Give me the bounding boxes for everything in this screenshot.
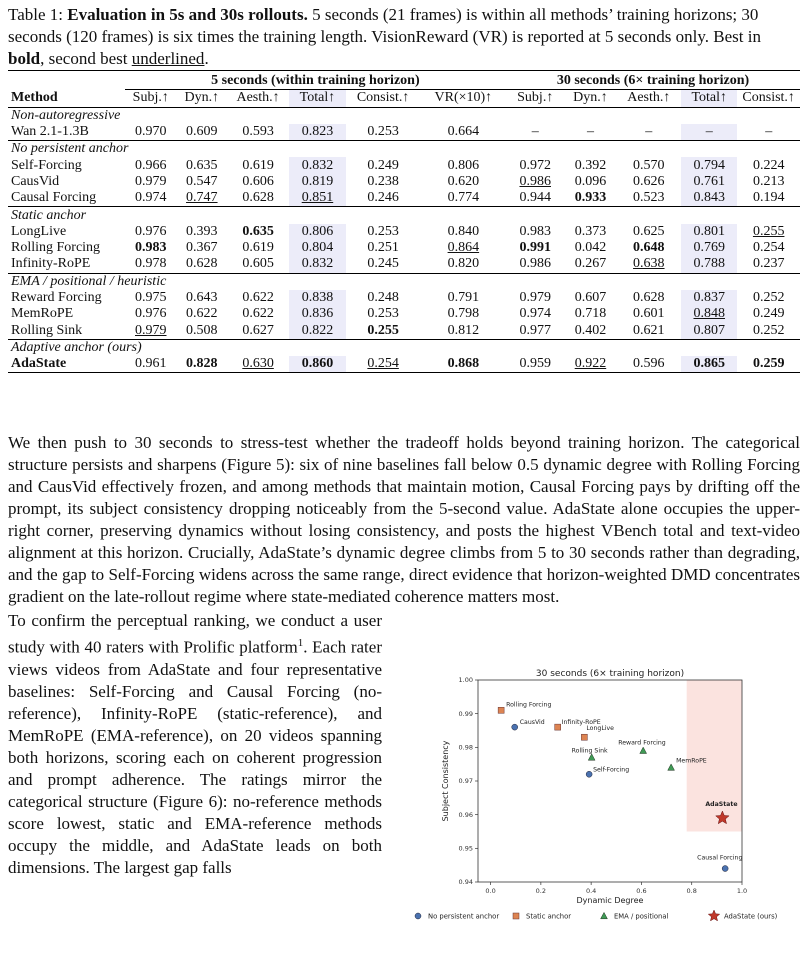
data-point bbox=[581, 734, 587, 740]
metric-cell: 0.619 bbox=[242, 240, 274, 256]
data-point bbox=[722, 866, 728, 872]
metric-cell: 0.253 bbox=[367, 306, 399, 322]
metric-cell: 0.868 bbox=[447, 356, 480, 372]
metric-cell: 0.622 bbox=[242, 306, 274, 322]
metric-cell: 0.254 bbox=[752, 240, 785, 256]
metric-cell: – bbox=[681, 124, 737, 141]
legend-label: EMA / positional bbox=[614, 912, 669, 921]
metric-cell: 0.620 bbox=[447, 173, 480, 189]
data-point bbox=[498, 707, 504, 713]
metric-cell: 0.983 bbox=[519, 223, 551, 239]
metric-cell: 0.865 bbox=[681, 356, 737, 373]
metric-cell: 0.224 bbox=[752, 157, 785, 173]
metric-cell: 0.252 bbox=[752, 290, 785, 305]
metric-cell: 0.508 bbox=[186, 322, 218, 338]
caption-end: . bbox=[204, 49, 209, 68]
caption-text: 5 seconds (21 frames) is within all methods’ training horizons; 30 seconds (120 frames) is six times the training length. VisionReward (VR) is reported at 5 seconds only. Best in bbox=[8, 5, 761, 46]
metric-cell: 0.979 bbox=[135, 322, 167, 338]
metric-cell: 0.596 bbox=[633, 356, 665, 372]
table-row bbox=[8, 322, 800, 339]
metric-cell: 0.249 bbox=[752, 306, 785, 322]
metric-cell: 0.628 bbox=[242, 190, 274, 206]
figure-scatter bbox=[404, 666, 804, 936]
metric-cell: 0.547 bbox=[186, 173, 218, 189]
section-row bbox=[8, 107, 800, 124]
point-label: AdaState bbox=[705, 801, 738, 809]
metric-cell: 0.848 bbox=[681, 306, 737, 322]
data-point bbox=[512, 724, 518, 730]
metric-cell: 0.747 bbox=[186, 190, 218, 206]
metric-cell: 0.393 bbox=[186, 223, 218, 239]
metric-cell: 0.769 bbox=[681, 240, 737, 256]
group-5s-header: 5 seconds (within training horizon) bbox=[125, 71, 506, 90]
caption-best: bold bbox=[8, 49, 41, 68]
table-row bbox=[8, 356, 800, 373]
metric-cell: 0.648 bbox=[633, 240, 665, 256]
metric-cell: 0.238 bbox=[367, 173, 399, 189]
section-row bbox=[8, 207, 800, 224]
metric-cell: 0.042 bbox=[574, 240, 607, 256]
metric-cell: – bbox=[645, 124, 653, 140]
metric-cell: 0.593 bbox=[242, 124, 274, 140]
metric-cell: 0.607 bbox=[574, 290, 607, 305]
metric-cell: 0.972 bbox=[519, 157, 551, 173]
metric-cell: 0.630 bbox=[242, 356, 274, 372]
method-name: Self-Forcing bbox=[11, 157, 82, 173]
metric-cell: 0.622 bbox=[186, 306, 218, 322]
metric-cell: 0.966 bbox=[135, 157, 167, 173]
metric-cell: 0.628 bbox=[186, 256, 218, 272]
legend-label: No persistent anchor bbox=[428, 912, 500, 921]
caption-label: Table 1: bbox=[8, 5, 63, 24]
data-point bbox=[640, 747, 647, 753]
metric-cell: 0.794 bbox=[681, 157, 737, 173]
metric-cell: 0.864 bbox=[447, 240, 480, 256]
metric-cell: 0.975 bbox=[135, 290, 167, 305]
table-row bbox=[8, 240, 800, 256]
table-row bbox=[8, 290, 800, 306]
metric-cell: – bbox=[586, 124, 594, 140]
column-header: Total↑ bbox=[681, 90, 737, 107]
x-tick-label: 0.8 bbox=[686, 887, 697, 895]
x-tick-label: 0.6 bbox=[636, 887, 647, 895]
metric-cell: 0.251 bbox=[367, 240, 399, 256]
section-label: Static anchor bbox=[8, 207, 800, 224]
x-tick-label: 0.4 bbox=[585, 887, 597, 895]
table-row bbox=[8, 190, 800, 207]
metric-cell: 0.664 bbox=[447, 124, 480, 140]
metric-cell: 0.979 bbox=[135, 173, 167, 189]
scatter-chart bbox=[404, 666, 804, 936]
metric-cell: 0.991 bbox=[519, 240, 551, 256]
metric-cell: 0.718 bbox=[574, 306, 607, 322]
metric-cell: 0.788 bbox=[681, 256, 737, 273]
metric-cell: 0.627 bbox=[242, 322, 274, 338]
metric-cell: 0.804 bbox=[289, 240, 345, 256]
metric-cell: 0.976 bbox=[135, 306, 167, 322]
metric-cell: 0.806 bbox=[447, 157, 480, 173]
metric-cell: 0.812 bbox=[447, 322, 480, 338]
metric-cell: 0.248 bbox=[367, 290, 399, 305]
metric-cell: 0.851 bbox=[289, 190, 345, 207]
legend-marker bbox=[415, 913, 421, 919]
metric-cell: 0.625 bbox=[633, 223, 665, 239]
results-table bbox=[8, 70, 800, 373]
metric-cell: 0.635 bbox=[186, 157, 218, 173]
metric-cell: 0.983 bbox=[135, 240, 167, 256]
section-label: No persistent anchor bbox=[8, 141, 800, 158]
y-tick-label: 0.98 bbox=[458, 743, 473, 752]
metric-cell: 0.798 bbox=[447, 306, 480, 322]
metric-cell: 0.638 bbox=[633, 256, 665, 272]
point-label: Self-Forcing bbox=[593, 766, 630, 774]
metric-cell: 0.096 bbox=[574, 173, 607, 189]
point-label: Rolling Forcing bbox=[506, 701, 552, 709]
column-header: Consist.↑ bbox=[346, 90, 421, 107]
metric-cell: 0.252 bbox=[752, 322, 785, 338]
metric-cell: 0.944 bbox=[519, 190, 551, 206]
column-header: Total↑ bbox=[289, 90, 345, 107]
metric-cell: 0.621 bbox=[633, 322, 665, 338]
metric-cell: 0.979 bbox=[519, 290, 551, 305]
metric-cell: – bbox=[765, 124, 773, 140]
metric-cell: 0.213 bbox=[752, 173, 785, 189]
metric-cell: 0.626 bbox=[633, 173, 665, 189]
column-header: Aesth.↑ bbox=[227, 90, 290, 107]
point-label: Rolling Sink bbox=[571, 747, 608, 755]
column-header: VR(×10)↑ bbox=[421, 90, 506, 107]
section-row bbox=[8, 273, 800, 290]
caption-mid: , second best bbox=[40, 49, 128, 68]
metric-cell: 0.977 bbox=[519, 322, 551, 338]
caption-title: Evaluation in 5s and 30s rollouts. bbox=[67, 5, 308, 24]
metric-cell: 0.267 bbox=[574, 256, 607, 272]
metric-cell: 0.860 bbox=[289, 356, 345, 373]
legend-label: AdaState (ours) bbox=[724, 912, 778, 921]
y-tick-label: 0.95 bbox=[458, 844, 473, 853]
metric-cell: 0.255 bbox=[367, 322, 399, 338]
method-name: Rolling Forcing bbox=[11, 240, 101, 256]
data-point bbox=[668, 764, 675, 770]
user-study-text-b: . Each rater views videos from AdaState and four representative baselines: Self-Forcing and Causal Forcing (no-reference), Infinity-RoPE (static-reference), and MemRoPE (EMA-reference), on 20 videos spanning both horizons, scoring each on coherent progression and prompt adherence. The ratings mirror the categorical structure (Figure 6): no-reference methods score lowest, static and EMA-reference methods occupy the middle, and AdaState leads on both dimensions. The largest gap falls bbox=[8, 637, 382, 877]
metric-cell: 0.774 bbox=[447, 190, 480, 206]
metric-cell: 0.807 bbox=[681, 322, 737, 339]
metric-cell: 0.986 bbox=[519, 256, 551, 272]
metric-cell: 0.249 bbox=[367, 157, 399, 173]
metric-cell: 0.840 bbox=[447, 223, 480, 239]
column-header: Consist.↑ bbox=[737, 90, 800, 107]
metric-cell: 0.961 bbox=[135, 356, 167, 372]
group-30s-header: 30 seconds (6× training horizon) bbox=[506, 71, 800, 90]
metric-cell: 0.259 bbox=[752, 356, 785, 372]
column-header: Method bbox=[8, 90, 125, 107]
method-name: MemRoPE bbox=[11, 306, 74, 322]
metric-cell: – bbox=[531, 124, 539, 140]
metric-cell: 0.922 bbox=[574, 356, 607, 372]
table-body bbox=[8, 107, 800, 373]
metric-cell: 0.970 bbox=[135, 124, 167, 140]
metric-cell: 0.253 bbox=[367, 124, 399, 140]
metric-cell: 0.253 bbox=[367, 223, 399, 239]
table-row bbox=[8, 256, 800, 273]
y-tick-label: 1.00 bbox=[458, 676, 473, 685]
metric-cell: 0.801 bbox=[681, 224, 737, 240]
point-label: Infinity-RoPE bbox=[561, 719, 601, 727]
y-tick-label: 0.96 bbox=[458, 810, 473, 819]
y-axis-label: Subject Consistency bbox=[441, 740, 450, 822]
chart-title: 30 seconds (6× training horizon) bbox=[535, 669, 685, 679]
metric-cell: 0.823 bbox=[289, 124, 345, 141]
data-point bbox=[588, 754, 595, 760]
metric-cell: 0.791 bbox=[447, 290, 480, 305]
point-label: MemRoPE bbox=[676, 757, 707, 765]
data-point bbox=[555, 724, 561, 730]
column-header: Subj.↑ bbox=[506, 90, 564, 107]
metric-cell: 0.606 bbox=[242, 173, 274, 189]
metric-cell: 0.628 bbox=[633, 290, 665, 305]
table-row bbox=[8, 174, 800, 190]
metric-cell: 0.373 bbox=[574, 223, 607, 239]
method-name: Rolling Sink bbox=[11, 322, 83, 338]
legend-label: Static anchor bbox=[526, 912, 572, 921]
x-tick-label: 1.0 bbox=[736, 887, 748, 895]
y-tick-label: 0.97 bbox=[458, 777, 473, 786]
data-point bbox=[586, 771, 592, 777]
metric-cell: 0.402 bbox=[574, 322, 607, 338]
section-label: EMA / positional / heuristic bbox=[8, 273, 800, 290]
y-tick-label: 0.94 bbox=[458, 878, 473, 887]
method-name: CausVid bbox=[11, 173, 60, 189]
table-row bbox=[8, 157, 800, 173]
metric-cell: 0.194 bbox=[752, 190, 785, 206]
table-row bbox=[8, 224, 800, 240]
metric-cell: 0.392 bbox=[574, 157, 607, 173]
metric-cell: 0.836 bbox=[289, 306, 345, 322]
metric-cell: 0.246 bbox=[367, 190, 399, 206]
user-study-text-a: To confirm the perceptual ranking, we conduct a user study with 40 raters with Prolific platform bbox=[8, 611, 382, 657]
metric-cell: 0.974 bbox=[519, 306, 551, 322]
highlight-region bbox=[687, 680, 742, 832]
group-header-row bbox=[8, 71, 800, 90]
metric-cell: 0.820 bbox=[447, 256, 480, 272]
metric-cell: 0.605 bbox=[242, 256, 274, 272]
metric-cell: 0.622 bbox=[242, 290, 274, 305]
metric-cell: 0.832 bbox=[289, 157, 345, 173]
metric-cell: 0.828 bbox=[186, 356, 218, 372]
point-label: LongLive bbox=[586, 725, 614, 733]
section-label: Adaptive anchor (ours) bbox=[8, 339, 800, 356]
column-header: Dyn.↑ bbox=[564, 90, 616, 107]
metric-cell: 0.838 bbox=[289, 290, 345, 306]
legend-marker bbox=[601, 912, 608, 918]
metric-cell: 0.601 bbox=[633, 306, 665, 322]
metric-cell: 0.619 bbox=[242, 157, 274, 173]
column-header: Subj.↑ bbox=[125, 90, 177, 107]
metric-cell: 0.367 bbox=[186, 240, 218, 256]
paragraph-user-study bbox=[8, 610, 382, 879]
table-row bbox=[8, 124, 800, 141]
column-header: Dyn.↑ bbox=[177, 90, 227, 107]
point-label: Reward Forcing bbox=[618, 739, 666, 747]
metric-cell: 0.570 bbox=[633, 157, 665, 173]
metric-cell: 0.974 bbox=[135, 190, 167, 206]
x-axis-label: Dynamic Degree bbox=[576, 896, 644, 905]
method-name: Causal Forcing bbox=[11, 190, 97, 206]
metric-cell: 0.978 bbox=[135, 256, 167, 272]
metric-cell: 0.643 bbox=[186, 290, 218, 305]
column-header: Aesth.↑ bbox=[617, 90, 682, 107]
method-name: LongLive bbox=[11, 223, 67, 239]
caption-second: underlined bbox=[131, 49, 205, 68]
method-name: Infinity-RoPE bbox=[11, 256, 91, 272]
table-row bbox=[8, 306, 800, 322]
metric-cell: 0.761 bbox=[681, 174, 737, 190]
paragraph-30s: We then push to 30 seconds to stress-test whether the tradeoff holds beyond training horizon. The categorical structure persists and sharpens (Figure 5): six of nine baselines fall below 0.5 dynamic degree with Rolling Forcing and CausVid effectively frozen, and among methods that maintain motion, Causal Forcing pays by drifting off the prompt, its subject consistency dropping noticeably from the 5-second value. AdaState alone occupies the upper-right corner, preserving dynamics without losing consistency, and posts the highest VBench total and text-video alignment at this horizon. Crucially, AdaState’s dynamic degree climbs from 5 to 30 seconds rather than degrading, and the gap to Self-Forcing widens across the same range, direct evidence that horizon-weighted DMD concentrates gradient on the late-rollout regime where state-mediated coherence matters most. bbox=[8, 433, 800, 606]
metric-cell: 0.986 bbox=[519, 173, 551, 189]
metric-cell: 0.245 bbox=[367, 256, 399, 272]
legend-marker bbox=[708, 910, 719, 921]
table-caption bbox=[8, 4, 800, 70]
column-header-row bbox=[8, 90, 800, 107]
metric-cell: 0.806 bbox=[289, 224, 345, 240]
section-row bbox=[8, 339, 800, 356]
point-label: Causal Forcing bbox=[697, 854, 743, 862]
metric-cell: 0.837 bbox=[681, 290, 737, 306]
x-tick-label: 0.0 bbox=[485, 887, 496, 895]
metric-cell: 0.255 bbox=[752, 223, 785, 239]
metric-cell: 0.635 bbox=[242, 223, 274, 239]
results-table-wrapper bbox=[8, 70, 800, 373]
section-label: Non-autoregressive bbox=[8, 107, 800, 124]
metric-cell: 0.933 bbox=[574, 190, 607, 206]
metric-cell: 0.819 bbox=[289, 174, 345, 190]
metric-cell: 0.976 bbox=[135, 223, 167, 239]
metric-cell: 0.523 bbox=[633, 190, 665, 206]
method-name: AdaState bbox=[11, 356, 67, 372]
metric-cell: 0.822 bbox=[289, 322, 345, 339]
section-row bbox=[8, 141, 800, 158]
footnote-marker[interactable]: 1 bbox=[297, 637, 304, 649]
x-tick-label: 0.2 bbox=[535, 887, 547, 895]
metric-cell: 0.832 bbox=[289, 256, 345, 273]
metric-cell: 0.254 bbox=[367, 356, 399, 372]
metric-cell: 0.237 bbox=[752, 256, 785, 272]
metric-cell: 0.843 bbox=[681, 190, 737, 207]
metric-cell: 0.959 bbox=[519, 356, 551, 372]
method-name: Reward Forcing bbox=[11, 290, 102, 305]
point-label: CausVid bbox=[519, 719, 545, 727]
metric-cell: 0.609 bbox=[186, 124, 218, 140]
legend-marker bbox=[513, 913, 519, 919]
method-name: Wan 2.1-1.3B bbox=[11, 124, 89, 140]
y-tick-label: 0.99 bbox=[458, 709, 473, 718]
